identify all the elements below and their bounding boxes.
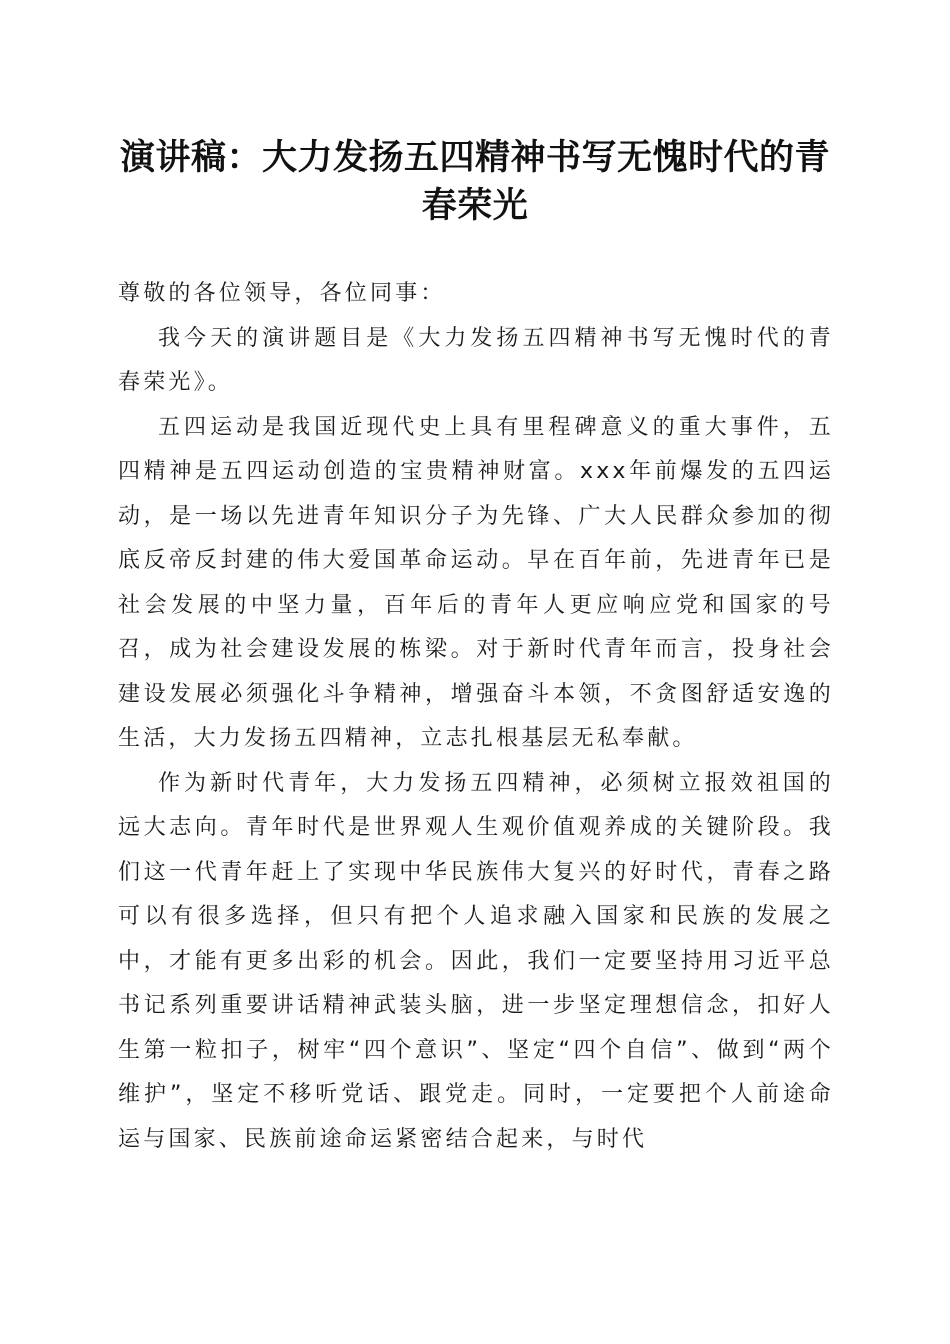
salutation: 尊敬的各位领导，各位同事： [118,281,446,306]
document-body [118,272,834,1162]
paragraph-1: 我今天的演讲题目是《大力发扬五四精神书写无愧时代的青春荣光》。 [118,325,834,395]
paragraph-2: 五四运动是我国近现代史上具有里程碑意义的重大事件，五四精神是五四运动创造的宝贵精神财富。xxx年前爆发的五四运动，是一场以先进青年知识分子为先锋、广大人民群众参加的彻底反帝反封建的伟大爱国革命运动。早在百年前，先进青年已是社会发展的中坚力量，百年后的青年人更应响应党和国家的号召，成为社会建设发展的栋梁。对于新时代青年而言，投身社会建设发展必须强化斗争精神，增强奋斗本领，不贪图舒适安逸的生活，大力发扬五四精神，立志扎根基层无私奉献。 [118,414,834,751]
paragraph-3: 作为新时代青年，大力发扬五四精神，必须树立报效祖国的远大志向。青年时代是世界观人生观价值观养成的关键阶段。我们这一代青年赶上了实现中华民族伟大复兴的好时代，青春之路可以有很多选择，但只有把个人追求融入国家和民族的发展之中，才能有更多出彩的机会。因此，我们一定要坚持用习近平总书记系列重要讲话精神武装头脑，进一步坚定理想信念，扣好人生第一粒扣子，树牢“四个意识”、坚定“四个自信”、做到“两个维护”，坚定不移听党话、跟党走。同时，一定要把个人前途命运与国家、民族前途命运紧密结合起来，与时代 [118,770,834,1152]
document-title: 演讲稿：大力发扬五四精神书写无愧时代的青春荣光 [119,137,830,226]
